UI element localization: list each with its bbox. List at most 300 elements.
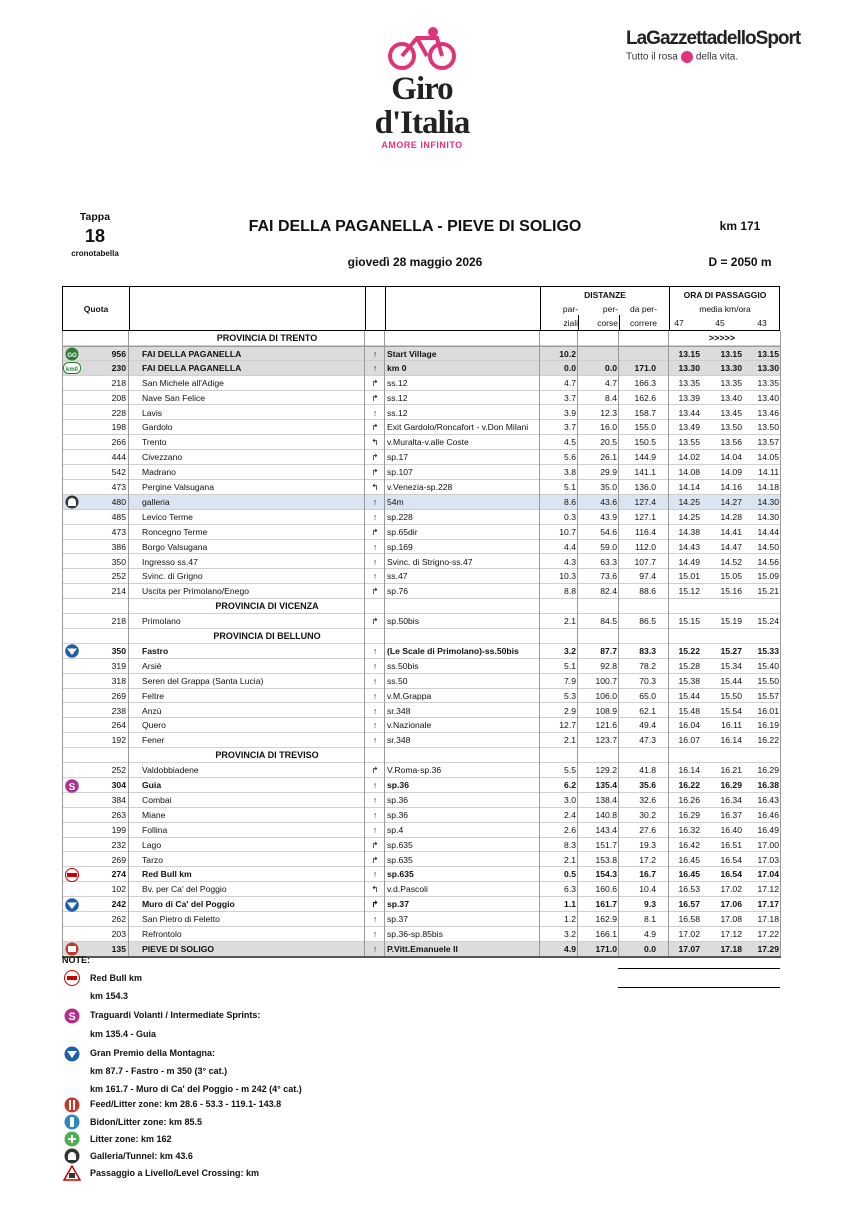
cell-quota: 264 [111, 720, 126, 731]
cell-t3: 15.09 [757, 571, 779, 582]
cell-t1: 16.58 [678, 914, 700, 925]
cell-dp: 49.4 [639, 720, 656, 731]
cell-pc: 20.5 [600, 437, 617, 448]
cell-t2: 14.27 [720, 496, 742, 507]
cell-dir: ↱ [371, 422, 379, 433]
cell-p: 10.2 [559, 348, 576, 359]
cell-dir: ↱ [371, 392, 379, 403]
cell-quota: 262 [111, 914, 126, 925]
cell-quota: 485 [111, 511, 126, 522]
table-row [62, 361, 780, 376]
signature-line [618, 987, 780, 988]
cell-road: sp.36-sp.85bis [387, 929, 443, 939]
cell-loc: Uscita per Primolano/Enego [142, 586, 249, 597]
cell-loc: Red Bull km [142, 869, 192, 880]
cell-p: 0.0 [564, 362, 576, 373]
cell-t1: 16.45 [678, 854, 700, 865]
cell-dp: 0.0 [644, 943, 656, 954]
cell-quota: 208 [111, 392, 126, 403]
cell-dir: ↑ [372, 735, 378, 746]
cell-loc: Primolano [142, 616, 181, 627]
rosa-dot-icon [681, 51, 693, 63]
cell-road: P.Vitt.Emanuele II [387, 943, 458, 954]
cell-dir: ↱ [371, 586, 379, 597]
cell-dp: 141.1 [634, 467, 656, 478]
cell-t2: 15.44 [720, 675, 742, 686]
gazzetta-tagline-b: della vita. [695, 51, 739, 63]
cell-pc: 29.9 [600, 467, 617, 478]
cell-loc: Quero [142, 720, 166, 731]
table-row [62, 495, 780, 510]
cell-t1: 16.53 [678, 884, 700, 895]
cell-t2: 13.30 [720, 362, 742, 373]
litter-zone-icon [63, 1131, 81, 1147]
cell-t1: 14.49 [678, 556, 700, 567]
note-redbull: Red Bull km [90, 973, 143, 983]
table-row [62, 704, 780, 719]
header-percorse-a: per- [602, 304, 618, 314]
cell-t3: 16.46 [757, 809, 779, 820]
cell-road: ss.50 [387, 675, 408, 686]
cell-dp: 86.5 [639, 616, 656, 627]
cell-quota: 199 [111, 824, 126, 835]
cell-road: sp.50bis [387, 616, 420, 627]
cell-dir: ↑ [372, 809, 378, 820]
header-media: media km/ora [699, 304, 751, 314]
cell-loc: Tarzo [142, 854, 164, 865]
cell-road: sp.4 [387, 824, 404, 835]
cell-road: ss.12 [387, 377, 408, 388]
cell-t3: 15.21 [757, 586, 779, 597]
cell-t2: 15.54 [720, 705, 742, 716]
cell-p: 3.9 [564, 407, 576, 418]
cell-road: v.Muralta-v.alle Coste [387, 437, 469, 448]
cell-loc: Fastro [142, 645, 169, 656]
table-row [62, 450, 780, 465]
cell-road: 54m [387, 496, 404, 507]
cell-t2: 14.52 [720, 556, 742, 567]
cell-quota: 203 [111, 929, 126, 939]
cell-pc: 160.6 [595, 884, 617, 895]
cell-p: 0.5 [564, 869, 576, 880]
cell-loc: Lavis [142, 407, 163, 418]
cell-road: Start Village [387, 348, 437, 359]
cell-road: Exit Gardolo/Roncafort - v.Don Milani [387, 422, 529, 433]
cell-t2: 16.11 [721, 720, 742, 731]
sprint-icon [63, 1008, 81, 1024]
cell-t2: 14.47 [720, 541, 742, 552]
column-rule [577, 331, 578, 957]
cell-quota: 269 [111, 854, 126, 865]
cell-pc: 35.0 [600, 482, 617, 492]
cell-t1: 16.26 [678, 794, 700, 805]
cell-road: sp.635 [387, 854, 413, 865]
cell-dp: 17.2 [639, 854, 656, 865]
cell-t2: 14.09 [720, 467, 742, 478]
province-row [62, 629, 780, 644]
cell-pc: 16.0 [600, 422, 617, 433]
cell-dir: ↑ [372, 660, 378, 671]
cell-p: 3.0 [564, 794, 576, 805]
cell-p: 10.3 [559, 571, 576, 582]
cell-pc: 151.7 [595, 839, 617, 850]
cell-t3: 15.40 [757, 660, 779, 671]
table-row [62, 584, 780, 599]
table-row [62, 510, 780, 525]
cell-p: 2.4 [564, 809, 576, 820]
note-sprints-km: km 135.4 - Guia [90, 1029, 157, 1039]
giro-logo-name: Giro d'Italia [374, 71, 470, 141]
cell-t3: 14.44 [757, 526, 779, 537]
cell-pc: 26.1 [600, 452, 617, 463]
cell-t2: 17.08 [720, 914, 742, 925]
notes-title: NOTE: [62, 955, 90, 965]
cell-t2: 17.12 [720, 929, 742, 939]
cell-t1: 15.44 [678, 690, 700, 701]
cell-t3: 14.11 [758, 467, 779, 478]
cell-dir: ↑ [372, 720, 378, 731]
cell-p: 6.2 [564, 780, 576, 790]
note-feed: Feed/Litter zone: km 28.6 - 53.3 - 119.1- 143.8 [90, 1099, 282, 1109]
cell-dp: 171.0 [634, 362, 656, 373]
cell-quota: 274 [111, 869, 126, 880]
cell-t2: 13.35 [720, 377, 742, 388]
cell-t3: 16.22 [757, 735, 779, 746]
cell-pc: 121.6 [595, 720, 617, 731]
cell-road: sp.635 [387, 839, 413, 850]
province-name: PROVINCIA DI TRENTO [216, 333, 318, 343]
cell-t1: 14.02 [678, 452, 700, 463]
cell-dir: ↑ [372, 541, 378, 552]
cell-road: v.Nazionale [387, 720, 432, 731]
table-row [62, 718, 780, 733]
cell-pc: 123.7 [595, 735, 617, 746]
cell-dp: 166.3 [634, 377, 656, 388]
cell-pc: 106.0 [595, 690, 617, 701]
stage-km: km 171 [719, 219, 761, 233]
cell-pc: 12.3 [600, 407, 617, 418]
cell-t2: 15.05 [720, 571, 742, 582]
cell-loc: Roncegno Terme [142, 526, 208, 537]
table-row [62, 465, 780, 480]
cell-road: v.Venezia-sp.228 [387, 482, 453, 492]
cell-quota: 218 [111, 377, 126, 388]
cell-loc: Ingresso ss.47 [142, 556, 198, 567]
cell-t3: 15.57 [757, 690, 779, 701]
cell-t3: 14.18 [757, 482, 779, 492]
cell-dir: ↑ [372, 780, 378, 790]
note-gpm-1: km 87.7 - Fastro - m 350 (3° cat.) [90, 1066, 228, 1076]
table-row [62, 763, 780, 778]
cell-road: ss.12 [387, 392, 408, 403]
svg-text:GO: GO [67, 353, 77, 360]
cell-dir: ↑ [372, 824, 378, 835]
cell-t1: 16.07 [678, 735, 700, 746]
column-rule [668, 331, 669, 957]
cell-t2: 15.16 [720, 586, 742, 597]
cell-t3: 16.19 [757, 720, 779, 731]
cell-dp: 127.1 [634, 511, 656, 522]
cell-p: 12.7 [559, 720, 576, 731]
cell-pc: 63.3 [600, 556, 617, 567]
cell-road: sp.36 [387, 794, 409, 805]
cell-p: 5.6 [564, 452, 576, 463]
cell-p: 4.3 [564, 556, 576, 567]
cell-t1: 16.42 [678, 839, 700, 850]
cell-loc: galleria [142, 496, 170, 507]
cell-t2: 13.50 [720, 422, 742, 433]
cell-dir: ↑ [372, 690, 378, 701]
cell-dir: ↑ [372, 496, 378, 507]
cell-road: ss.12 [387, 407, 408, 418]
cell-dp: 112.0 [635, 541, 656, 552]
cell-t1: 15.15 [678, 616, 700, 627]
cell-p: 3.7 [564, 392, 576, 403]
table-row [62, 882, 780, 897]
cell-t2: 16.54 [720, 869, 742, 880]
table-row [62, 569, 780, 584]
cell-loc: FAI DELLA PAGANELLA [142, 348, 242, 359]
cell-quota: 252 [111, 765, 126, 776]
svg-text:S: S [68, 1011, 76, 1023]
cell-p: 8.6 [564, 496, 576, 507]
cell-t1: 14.43 [678, 541, 700, 552]
bicycle-logo-icon [387, 26, 457, 72]
cell-dir: ↑ [372, 869, 378, 880]
cell-t1: 14.38 [678, 526, 700, 537]
cell-road: ss.47 [387, 571, 408, 582]
cell-dp: 35.6 [639, 780, 656, 790]
cell-road: sp.228 [387, 511, 413, 522]
cell-dp: 136.0 [634, 482, 656, 492]
cell-dp: 27.6 [639, 824, 656, 835]
cell-dir: ↱ [371, 452, 379, 463]
cell-p: 3.8 [564, 467, 576, 478]
cell-t1: 16.04 [678, 720, 700, 731]
cell-t1: 13.30 [678, 362, 700, 373]
cell-dir: ↱ [371, 899, 379, 910]
cell-t3: 17.04 [757, 869, 779, 880]
table-row [62, 480, 780, 495]
note-gpm-2: km 161.7 - Muro di Ca' del Poggio - m 242 (4° cat.) [90, 1084, 302, 1094]
column-rule [364, 331, 365, 957]
cell-quota: 218 [111, 616, 126, 627]
cell-t1: 15.38 [678, 675, 700, 686]
cell-road: sp.37 [387, 914, 409, 925]
cell-dir: ↑ [372, 511, 378, 522]
cell-dp: 30.2 [639, 809, 656, 820]
cell-dir: ↑ [372, 556, 378, 567]
cell-loc: Civezzano [142, 452, 183, 463]
cell-pc: 100.7 [595, 675, 617, 686]
cell-t1: 15.48 [678, 705, 700, 716]
cell-p: 4.9 [564, 943, 576, 954]
cell-t2: 13.40 [720, 392, 742, 403]
cell-t3: 16.38 [757, 780, 779, 790]
cell-t3: 17.22 [757, 929, 779, 939]
cell-t2: 16.29 [720, 780, 742, 790]
cell-t3: 13.35 [757, 377, 779, 388]
cell-dir: ↑ [372, 571, 378, 582]
table-row [62, 391, 780, 406]
cell-p: 7.9 [564, 675, 576, 686]
cell-quota: 350 [111, 556, 126, 567]
cell-p: 5.1 [564, 660, 576, 671]
table-row [62, 659, 780, 674]
cell-dir: ↑ [372, 675, 378, 686]
cell-quota: 473 [111, 482, 126, 492]
cell-dir: ↰ [371, 437, 379, 448]
cell-road: sp.37 [387, 899, 409, 910]
cell-pc: 138.4 [595, 794, 617, 805]
cell-dp: 19.3 [639, 839, 656, 850]
cell-quota: 198 [111, 422, 126, 433]
cell-loc: Arsiè [142, 660, 162, 671]
cell-t2: 16.40 [720, 824, 742, 835]
cell-t3: 13.50 [757, 422, 779, 433]
cell-pc: 92.8 [600, 660, 617, 671]
cell-t3: 17.18 [757, 914, 779, 925]
cell-t3: 15.33 [757, 645, 779, 656]
province-name: PROVINCIA DI BELLUNO [213, 631, 321, 641]
cell-pc: 54.6 [600, 526, 617, 537]
cell-t1: 14.08 [678, 467, 700, 478]
cell-t1: 16.32 [678, 824, 700, 835]
cell-quota: 263 [111, 809, 126, 820]
table-row [62, 525, 780, 540]
cell-dir: ↱ [371, 467, 379, 478]
cell-quota: 480 [111, 496, 126, 507]
cell-quota: 214 [111, 586, 126, 597]
svg-text:km0: km0 [65, 367, 79, 374]
cell-dp: 144.9 [634, 452, 656, 463]
signature-line [618, 968, 780, 969]
cell-dir: ↑ [372, 794, 378, 805]
note-bidon: Bidon/Litter zone: km 85.5 [90, 1117, 203, 1127]
cell-dir: ↑ [372, 943, 378, 954]
cell-loc: Nave San Felice [142, 392, 206, 403]
cell-quota: 384 [111, 794, 126, 805]
cell-pc: 108.9 [595, 705, 617, 716]
cell-loc: Muro di Ca' del Poggio [142, 899, 235, 910]
cell-p: 8.3 [564, 839, 576, 850]
table-row [62, 823, 780, 838]
cell-t3: 13.57 [757, 437, 779, 448]
note-tunnel: Galleria/Tunnel: km 43.6 [90, 1151, 193, 1161]
cell-p: 2.6 [564, 824, 576, 835]
header-speed-45: 45 [715, 318, 725, 328]
cell-t3: 17.29 [757, 943, 779, 954]
cell-pc: 171.0 [595, 943, 617, 954]
cell-p: 4.5 [564, 437, 576, 448]
cell-t2: 14.04 [720, 452, 742, 463]
cell-pc: 73.6 [600, 571, 617, 582]
header-parziali-b: ziali [563, 318, 578, 328]
cell-loc: Fener [142, 735, 165, 746]
cell-road: km 0 [387, 362, 407, 373]
header-speed-47: 47 [674, 318, 684, 328]
cell-t1: 13.55 [678, 437, 700, 448]
gpm-icon [63, 1046, 81, 1062]
bidon-zone-icon [63, 1114, 81, 1130]
cell-pc: 143.4 [595, 824, 617, 835]
cell-p: 1.1 [564, 899, 576, 910]
cell-quota: 238 [111, 705, 126, 716]
cell-quota: 304 [111, 780, 126, 790]
cell-pc: 153.8 [595, 854, 617, 865]
cell-t3: 13.15 [757, 348, 779, 359]
stage-title: FAI DELLA PAGANELLA - PIEVE DI SOLIGO [248, 218, 582, 235]
cell-loc: Svinc. di Grigno [142, 571, 203, 582]
header-distanze: DISTANZE [584, 290, 626, 300]
cell-dp: 47.3 [639, 735, 656, 746]
cell-quota: 266 [111, 437, 126, 448]
column-rule [539, 331, 540, 957]
cell-loc: Guia [142, 780, 162, 790]
cell-pc: 0.0 [605, 362, 617, 373]
cell-dir: ↰ [371, 884, 379, 895]
cell-road: sp.36 [387, 780, 409, 790]
table-row [62, 644, 780, 659]
cell-t3: 14.50 [757, 541, 779, 552]
table-header [62, 286, 780, 331]
cell-road: sp.17 [387, 452, 409, 463]
cell-t1: 16.45 [678, 869, 700, 880]
cell-p: 8.8 [564, 586, 576, 597]
cell-quota: 230 [111, 362, 126, 373]
cell-road: ss.50bis [387, 660, 419, 671]
header-dapercorrere-b: correre [630, 318, 657, 328]
cell-dp: 65.0 [639, 690, 656, 701]
table-row [62, 689, 780, 704]
cell-t1: 16.57 [678, 899, 700, 910]
table-row [62, 912, 780, 927]
cell-t2: 16.37 [720, 809, 742, 820]
cell-quota: 242 [111, 899, 126, 910]
cell-p: 2.1 [564, 854, 576, 865]
column-rule [62, 331, 63, 957]
cell-p: 10.7 [559, 526, 576, 537]
cell-t2: 17.02 [720, 884, 742, 895]
cell-road: sp.635 [387, 869, 414, 880]
level-crossing-icon [63, 1165, 81, 1181]
table-row [62, 674, 780, 689]
cell-t2: 14.28 [720, 511, 742, 522]
cell-p: 2.9 [564, 705, 576, 716]
cell-t3: 15.50 [757, 675, 779, 686]
note-litter: Litter zone: km 162 [90, 1134, 172, 1144]
cell-road: sr.348 [387, 705, 411, 716]
cell-road: sp.65dir [387, 526, 418, 537]
cell-p: 6.3 [564, 884, 576, 895]
cell-p: 2.1 [564, 735, 576, 746]
cell-quota: 102 [111, 884, 126, 895]
cell-p: 4.7 [564, 377, 576, 388]
cell-road: v.d.Pascoli [387, 884, 428, 895]
cell-t2: 15.34 [720, 660, 742, 671]
cell-t1: 15.28 [678, 660, 700, 671]
cell-t3: 16.43 [757, 794, 779, 805]
cell-t1: 17.07 [678, 943, 700, 954]
cell-t2: 16.54 [720, 854, 742, 865]
cell-loc: Feltre [142, 690, 164, 701]
cell-road: sp.169 [387, 541, 413, 552]
feed-zone-icon [63, 1097, 81, 1113]
cell-pc: 82.4 [600, 586, 617, 597]
cell-t2: 15.19 [720, 616, 742, 627]
stage-sublabel: cronotabella [71, 249, 119, 258]
cell-loc: Seren del Grappa (Santa Lucia) [142, 675, 264, 686]
